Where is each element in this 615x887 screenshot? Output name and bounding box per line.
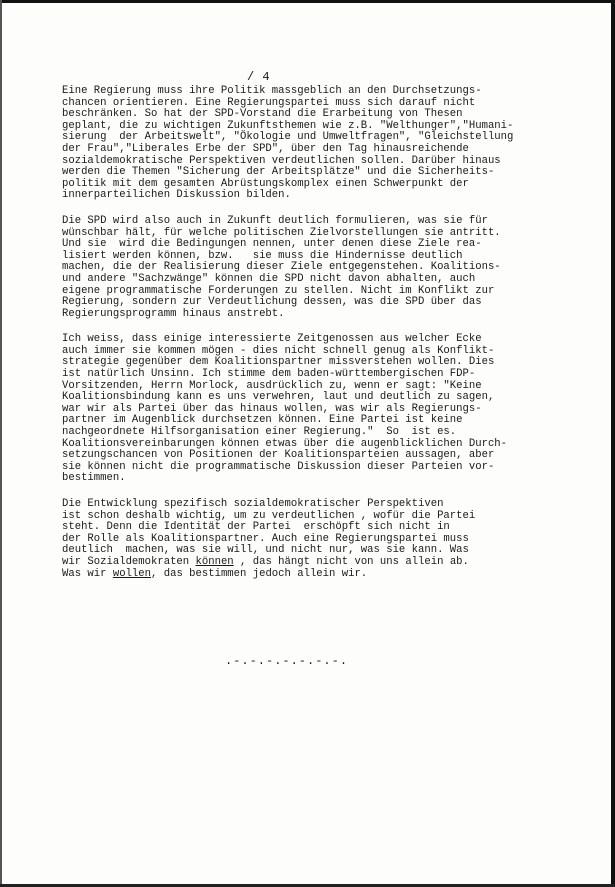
text-line: wünschbar hält, für welche politischen Zielvorstellungen sie antritt.: [62, 226, 501, 239]
end-separator: .-.-.-.-.-.-.-.: [225, 654, 349, 668]
text-line: sie können nicht die programmatische Diskussion dieser Parteien vor-: [62, 460, 495, 473]
text-line: war wir als Partei über das hinaus wollen, was wir als Regierungs-: [62, 402, 482, 415]
text-line: politik mit dem gesamten Abrüstungskomplex einen Schwerpunkt der: [62, 177, 469, 190]
text-line: strategie gegenüber dem Koalitionspartner missverstehen wollen. Dies: [62, 356, 495, 369]
text-line: Die SPD wird also auch in Zukunft deutlich formulieren, was sie für: [62, 214, 488, 227]
text-line: deutlich machen, was sie will, und nicht nur, was sie kann. Was: [62, 544, 469, 557]
underlined-word: wollen: [112, 567, 152, 580]
scan-edge-left: [0, 0, 2, 887]
text-line: machen, die der Realisierung dieser Ziele entgegenstehen. Koalitions-: [62, 261, 501, 274]
text-line: steht. Denn die Identität der Partei erschöpft sich nicht in: [62, 521, 450, 534]
document-body: [62, 86, 562, 594]
scan-edge-right: [611, 0, 615, 887]
text-line: Eine Regierung muss ihre Politik massgeblich an den Durchsetzungs-: [62, 85, 482, 97]
text-line: und andere "Sachzwänge" können die SPD nicht davon abhalten, auch: [62, 272, 476, 285]
scan-edge-top: [0, 0, 615, 3]
text-segment: , das bestimmen jedoch allein wir.: [151, 567, 368, 580]
text-line: auch immer sie kommen mögen - dies nicht schnell genug als Konflikt-: [62, 344, 495, 357]
text-line: der Rolle als Koalitionspartner. Auch eine Regierungspartei muss: [62, 532, 469, 545]
paragraph-3: [62, 334, 562, 485]
text-line: innerparteilichen Diskussion bilden.: [62, 189, 291, 202]
paragraph-1: [62, 86, 562, 202]
text-segment: , das hängt nicht von uns allein ab.: [233, 555, 469, 568]
text-line: lisiert werden können, bzw. sie muss die Hindernisse deutlich: [62, 249, 463, 262]
text-line: beschränken. So hat der SPD-Vorstand die Erarbeitung von Thesen: [62, 108, 463, 121]
text-line: Ich weiss, dass einige interessierte Zeitgenossen aus welcher Ecke: [62, 333, 482, 346]
text-line: sozialdemokratische Perspektiven verdeutlichen sollen. Darüber hinaus: [62, 154, 501, 167]
text-line: setzungschancen von Positionen der Koalitionsparteien aussagen, aber: [62, 449, 495, 462]
text-line: Koalitionsbindung kann es uns verwehren, laut und deutlich zu sagen,: [62, 391, 495, 404]
text-line: Vorsitzenden, Herrn Morlock, ausdrücklich zu, wenn er sagt: "Keine: [62, 379, 482, 392]
text-line: nachgeordnete Hilfsorganisation einer Regierung." So ist es.: [62, 426, 457, 439]
text-line: bestimmen.: [62, 472, 126, 485]
text-line: ist natürlich Unsinn. Ich stimme dem baden-württembergischen FDP-: [62, 368, 476, 381]
text-line: eigene programmatische Forderungen zu stellen. Nicht im Konflikt zur: [62, 284, 495, 297]
text-line: Regierung, sondern zur Verdeutlichung dessen, was die SPD über das: [62, 296, 482, 309]
paragraph-2: [62, 216, 562, 320]
text-line: geplant, die zu wichtigen Zukunftsthemen wie z.B. "Welthunger","Humani-: [62, 119, 514, 132]
text-line: Regierungsprogramm hinaus anstrebt.: [62, 307, 285, 320]
text-line: Und sie wird die Bedingungen nennen, unter denen diese Ziele rea-: [62, 238, 482, 251]
text-line: der Frau","Liberales Erbe der SPD", über den Tag hinausreichende: [62, 142, 469, 155]
text-line: sierung der Arbeitswelt", "Ökologie und Umweltfragen", "Gleichstellung: [62, 131, 514, 144]
underlined-word: können: [195, 555, 234, 568]
text-segment: Was wir: [62, 567, 113, 580]
text-line-underlined: [62, 569, 562, 581]
text-line: Koalitionsvereinbarungen können etwas über die augenblicklichen Durch-: [62, 437, 508, 450]
text-line: chancen orientieren. Eine Regierungspartei muss sich darauf nicht: [62, 96, 476, 109]
paragraph-4: [62, 499, 562, 580]
page-number: / 4: [247, 70, 271, 84]
text-line: ist schon deshalb wichtig, um zu verdeutlichen , wofür die Partei: [62, 509, 476, 522]
text-segment: wir Sozialdemokraten: [62, 555, 196, 568]
text-line: partner im Augenblick durchsetzen können. Eine Partei ist keine: [62, 414, 463, 427]
text-line: werden die Themen "Sicherung der Arbeitsplätze" und die Sicherheits-: [62, 166, 495, 179]
text-line: Die Entwicklung spezifisch sozialdemokratischer Perspektiven: [62, 498, 444, 510]
